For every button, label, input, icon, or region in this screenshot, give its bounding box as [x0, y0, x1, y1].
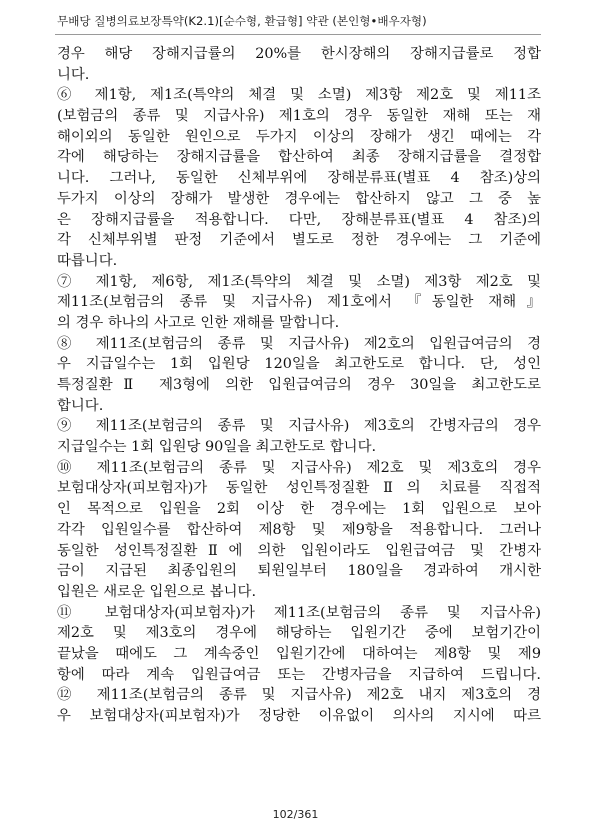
text-line: 끝났을 때에도 그 계속중인 입원기간에 대하여는 제8항 및 제9: [57, 645, 541, 662]
text-line: 제2호 및 제3호의 경우에 해당하는 입원기간 중에 보험기간이: [57, 625, 541, 642]
document-header: 무배당 질병의료보장특약(K2.1)[순수형, 환급형] 약관 (본인형•배우자형): [57, 14, 427, 28]
text-line: 우 보험대상자(피보험자)가 정당한 이유없이 의사의 지시에 따르: [57, 708, 541, 724]
page-number: 102/361: [272, 808, 319, 821]
text-line: 각에 해당하는 장해지급률을 합산하여 최종 장해지급률을 결정합: [57, 149, 541, 166]
text-line: 따릅니다.: [57, 252, 118, 269]
text-line: 지급일수는 1회 입원당 90일을 최고한도로 합니다.: [57, 439, 377, 456]
text-line: 니다.: [57, 66, 90, 83]
text-line: ⑥ 제1항, 제1조(특약의 체결 및 소멸) 제3항 제2호 및 제11조: [57, 87, 541, 104]
text-line: ⑧ 제11조(보험금의 종류 및 지급사유) 제2호의 입원급여금의 경: [57, 335, 541, 352]
text-line: 우 지급일수는 1회 입원당 120일을 최고한도로 합니다. 단, 성인: [57, 356, 541, 373]
text-line: 합니다.: [57, 397, 104, 414]
text-line: 두가지 이상의 장해가 발생한 경우에는 합산하지 않고 그 중 높: [57, 190, 541, 207]
text-line: 은 장해지급률을 적용합니다. 다만, 장해분류표(별표 4 참조)의: [57, 211, 541, 228]
text-line: 각각 입원일수를 합산하여 제8항 및 제9항을 적용합니다. 그러나: [57, 521, 541, 538]
text-line: ⑪ 보험대상자(피보험자)가 제11조(보험금의 종류 및 지급사유): [57, 604, 541, 621]
text-line: 항에 따라 계속 입원급여금 또는 간병자금을 지급하여 드립니다.: [57, 666, 541, 683]
text-line: ⑨ 제11조(보험금의 종류 및 지급사유) 제3호의 간병자금의 경우: [57, 418, 541, 435]
text-line: 각 신체부위별 판정 기준에서 별도로 정한 경우에는 그 기준에: [57, 232, 541, 249]
text-line: 제11조(보험금의 종류 및 지급사유) 제1호에서 『동일한 재해』: [57, 294, 541, 311]
document-body: [57, 44, 541, 727]
text-line: 인 목적으로 입원을 2회 이상 한 경우에는 1회 입원으로 보아: [57, 501, 541, 518]
text-line: (보험금의 종류 및 지급사유) 제1호의 경우 동일한 재해 또는 재: [57, 108, 541, 125]
text-line: 보험대상자(피보험자)가 동일한 성인특정질환Ⅱ의 치료를 직접적: [57, 480, 541, 497]
text-line: 동일한 성인특정질환Ⅱ에 의한 입원이라도 입원급여금 및 간병자: [57, 542, 541, 559]
text-line: 금이 지급된 최종입원의 퇴원일부터 180일을 경과하여 개시한: [57, 563, 541, 580]
text-line: ⑦ 제1항, 제6항, 제1조(특약의 체결 및 소멸) 제3항 제2호 및: [57, 273, 541, 290]
header-divider: [55, 34, 541, 35]
text-line: 특정질환Ⅱ 제3형에 의한 입원급여금의 경우 30일을 최고한도로: [57, 377, 541, 393]
text-line: ⑫ 제11조(보험금의 종류 및 지급사유) 제2호 내지 제3호의 경: [57, 687, 541, 704]
text-line: 니다. 그러나, 동일한 신체부위에 장해분류표(별표 4 참조)상의: [57, 170, 541, 187]
text-line: 경우 해당 장해지급률의 20%를 한시장해의 장해지급률로 정합: [57, 46, 541, 62]
text-line: 해이외의 동일한 원인으로 두가지 이상의 장해가 생긴 때에는 각: [57, 128, 541, 145]
text-line: 입원은 새로운 입원으로 봅니다.: [57, 583, 257, 600]
text-line: ⑩ 제11조(보험금의 종류 및 지급사유) 제2호 및 제3호의 경우: [57, 459, 541, 476]
text-line: 의 경우 하나의 사고로 인한 재해를 말합니다.: [57, 314, 340, 331]
